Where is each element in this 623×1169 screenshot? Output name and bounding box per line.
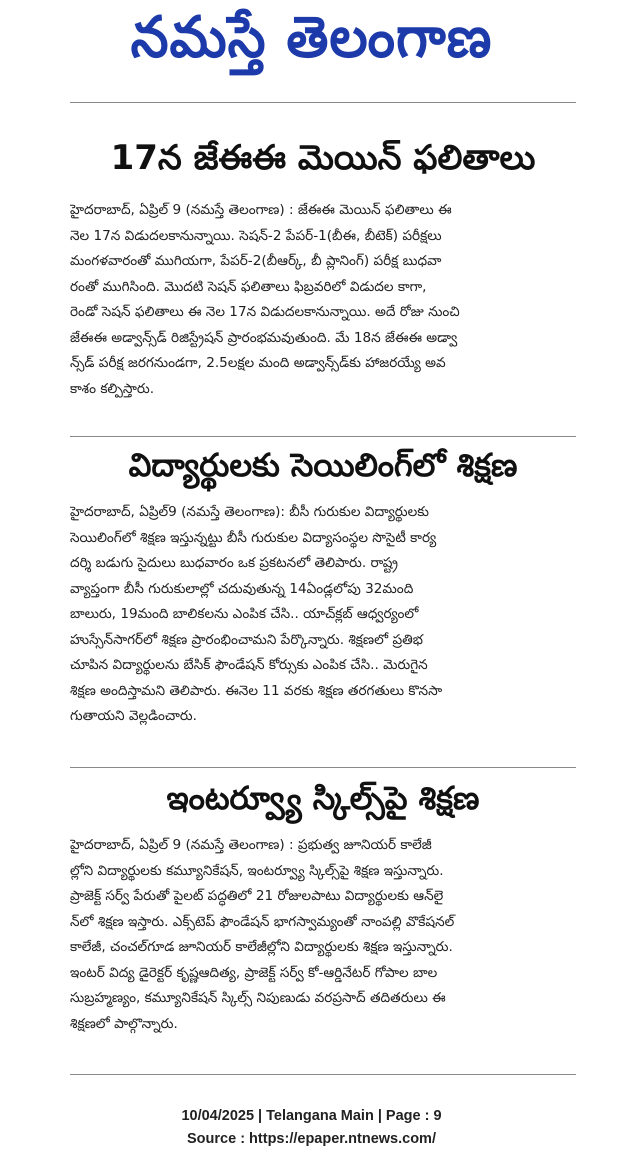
article-line: రంతో ముగిసింది. మొదటి సెషన్ ఫలితాలు ఫిబ్రవరిలో విడుదల కాగా, <box>70 278 427 295</box>
divider <box>70 102 576 103</box>
article-line: వ్యాప్తంగా బీసీ గురుకులాల్లో చదువుతున్న 14ఏండ్లలోపు 32మంది <box>70 580 414 597</box>
footer-edition-info: 10/04/2025 | Telangana Main | Page : 9 <box>181 1108 442 1124</box>
article-line: ఇంటర్ విద్య డైరెక్టర్ కృష్ణఆదిత్య, ప్రాజెక్ట్ సర్వ్ కో-ఆర్డినేటర్ గోపాల బాల <box>70 964 438 981</box>
divider <box>70 436 576 437</box>
article-line: గుతాయని వెల్లడించారు. <box>70 708 197 724</box>
newspaper-masthead <box>0 3 623 80</box>
article-line: ల్లోని విద్యార్థులకు కమ్యూనికేషన్, ఇంటర్వ్యూ స్కిల్స్‌పై శిక్షణ ఇస్తున్నారు. <box>70 862 444 879</box>
article-headline: 17న జేఈఈ మెయిన్ ఫలితాలు <box>110 138 536 178</box>
article-line: శిక్షణలో పాల్గొన్నారు. <box>70 1015 178 1032</box>
article-line: దర్శి బడుగు సైదులు బుధవారం ఒక ప్రకటనలో తెలిపారు. రాష్ట్ర <box>70 555 398 571</box>
article-line: న్‌లో శిక్షణ ఇస్తారు. ఎక్స్‌టెప్ ఫౌండేషన్ భాగస్వామ్యంతో నాంపల్లి వొకేషనల్ <box>70 913 455 930</box>
article-line: సుబ్రహ్మణ్యం, కమ్యూనికేషన్ స్కిల్స్ నిపుణుడు వరప్రసాద్ తదితరులు ఈ <box>70 990 446 1006</box>
article-line: జేఈఈ అడ్వాన్స్‌డ్ రిజిస్ట్రేషన్ ప్రారంభమవుతుంది. మే 18న జేఈఈ అడ్వా <box>70 329 458 346</box>
article-line: బాలురు, 19మంది బాలికలను ఎంపిక చేసి.. యాచ్‌క్లబ్ ఆధ్వర్యంలో <box>70 606 419 622</box>
article-headline: విద్యార్థులకు సెయిలింగ్‌లో శిక్షణ <box>128 446 518 484</box>
article-line: హైదరాబాద్, ఏప్రిల్ 9 (నమస్తే తెలంగాణ) : ప్రభుత్వ జూనియర్ కాలేజీ <box>70 837 432 853</box>
article-line: శిక్షణ అందిస్తామని తెలిపారు. ఈనెల 11 వరకు శిక్షణ తరగతులు కొనసా <box>70 682 443 699</box>
article-line: కాశం కల్పిస్తారు. <box>70 380 155 397</box>
article-line: హైదరాబాద్, ఏప్రిల్ 9 (నమస్తే తెలంగాణ) : జేఈఈ మెయిన్ ఫలితాలు ఈ <box>70 202 452 218</box>
article-body <box>70 833 583 1037</box>
article-line: సెయిలింగ్‌లో శిక్షణ ఇస్తున్నట్టు బీసీ గురుకుల విద్యాసంస్థల సొసైటీ కార్య <box>70 529 437 546</box>
article-body <box>70 198 583 402</box>
divider <box>70 1074 576 1075</box>
article-line: హైదరాబాద్, ఏప్రిల్9 (నమస్తే తెలంగాణ): బీసీ గురుకుల విద్యార్థులకు <box>70 504 430 520</box>
divider <box>70 767 576 768</box>
masthead-title: నమస్తే తెలంగాణ <box>130 3 493 70</box>
article-line: రెండో సెషన్ ఫలితాలు ఈ నెల 17న విడుదలకానున్నాయి. అదే రోజు నుంచి <box>70 304 460 320</box>
article-line: హుస్సేన్‌సాగర్‌లో శిక్షణ ప్రారంభించామని పేర్కొన్నారు. శిక్షణలో ప్రతిభ <box>70 631 423 648</box>
article-line: న్స్‌డ్ పరీక్ష జరగనుండగా, 2.5లక్షల మంది అడ్వాన్స్‌డ్‌కు హాజరయ్యే అవ <box>70 355 446 371</box>
article-headline: ఇంటర్వ్యూ స్కిల్స్‌పై శిక్షణ <box>166 779 480 817</box>
article-line: కాలేజీ, చంచల్‌గూడ జూనియర్ కాలేజీల్లోని విద్యార్థులకు శిక్షణ ఇస్తున్నారు. <box>70 939 453 955</box>
article-line: మంగళవారంతో ముగియగా, పేపర్-2(బీఆర్క్, బీ ప్లానింగ్) పరీక్ష బుధవా <box>70 253 442 269</box>
article-body <box>70 500 583 730</box>
article-line: ప్రాజెక్ట్ సర్వ్ పేరుతో పైలట్ పద్ధతిలో 21 రోజులపాటు విద్యార్థులకు ఆన్‌లై <box>70 888 444 904</box>
article-line: నెల 17న విడుదలకానున్నాయి. సెషన్-2 పేపర్-1(బీఈ, బీటెక్) పరీక్షలు <box>70 227 442 244</box>
footer-source-link[interactable]: Source : https://epaper.ntnews.com/ <box>187 1131 436 1147</box>
article-line: చూపిన విద్యార్థులను బేసిక్ ఫౌండేషన్ కోర్సుకు ఎంపిక చేసి.. మెరుగైన <box>70 657 428 673</box>
